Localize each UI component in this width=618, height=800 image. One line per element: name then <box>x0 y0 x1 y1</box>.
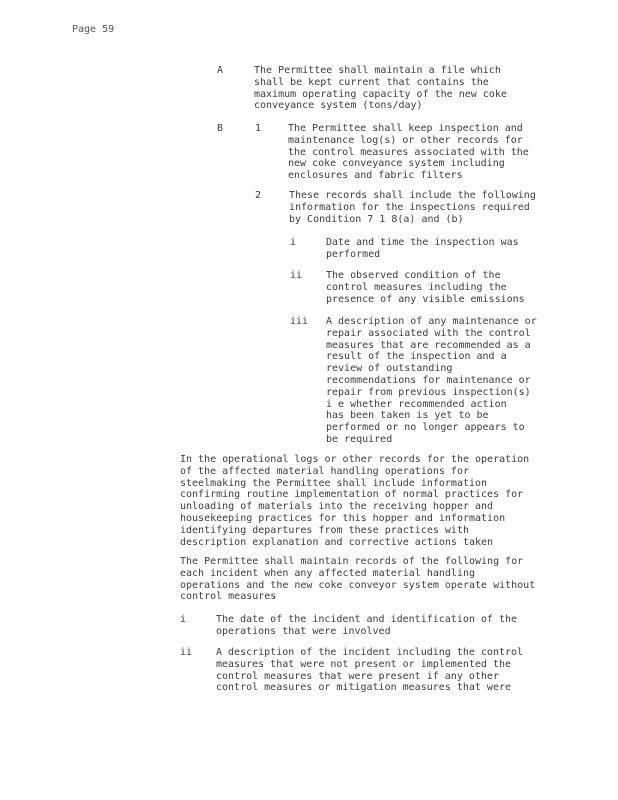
list-item-label: ii <box>290 270 303 281</box>
list-item <box>290 316 546 446</box>
section-b1-text: The Permittee shall keep inspection and maintenance log(s) or other records for the control measures associated with the new coke conveyance system including enclosures and fabric filters <box>288 123 529 182</box>
paragraph-operational-logs: In the operational logs or other records for the operation of the affected material handling operations for steelmaking the Permittee shall include information confirming routine implementation of normal practices for unloading of materials into the receiving hopper and housekeeping practices for this hopper and information identifying departures from these practices with description explanation and corrective actions taken <box>180 454 530 548</box>
list-item-label: i <box>180 614 187 625</box>
list-item-label: ii <box>180 647 193 658</box>
list-item-label: iii <box>290 316 309 327</box>
section-b2-label: 2 <box>255 190 262 201</box>
page-number: Page 59 <box>72 24 115 35</box>
list-item-text: Date and time the inspection was performed <box>326 237 519 260</box>
list-item <box>290 237 546 261</box>
list-item-text: The observed condition of the control measures including the presence of any visible emissions <box>326 270 525 305</box>
list-item <box>180 614 536 638</box>
list-item-text: A description of any maintenance or repair associated with the control measures that are recommended as a result of the inspection and a review of outstanding recommendations for maintenance or repair from previous inspection(s) i e whether recommended action has been taken is yet to be performed or no longer appears to be required <box>326 316 537 445</box>
section-b-label: B <box>217 123 224 134</box>
list-item-label: i <box>290 237 297 248</box>
paragraph-incident-records: The Permittee shall maintain records of the following for each incident when any affected material handling operations and the new coke conveyor system operate without control measures <box>180 556 536 603</box>
section-a-text: The Permittee shall maintain a file which shall be kept current that contains the maximum operating capacity of the new coke conveyance system (tons/day) <box>254 65 507 112</box>
section-a <box>217 65 522 112</box>
section-a-label: A <box>217 65 224 76</box>
list-item <box>180 647 536 694</box>
list-item-text: The date of the incident and identification of the operations that were involved <box>216 614 518 637</box>
list-item <box>290 270 546 305</box>
section-b1 <box>217 123 538 182</box>
section-b1-label: 1 <box>255 123 262 134</box>
list-item-text: A description of the incident including the control measures that were not present or implemented the control measures that were present if any other control measures or mitigation measures that were <box>216 647 524 694</box>
section-b2-text: These records shall include the following information for the inspections required by Condition 7 1 8(a) and (b) <box>289 190 536 225</box>
section-b2 <box>255 190 539 225</box>
